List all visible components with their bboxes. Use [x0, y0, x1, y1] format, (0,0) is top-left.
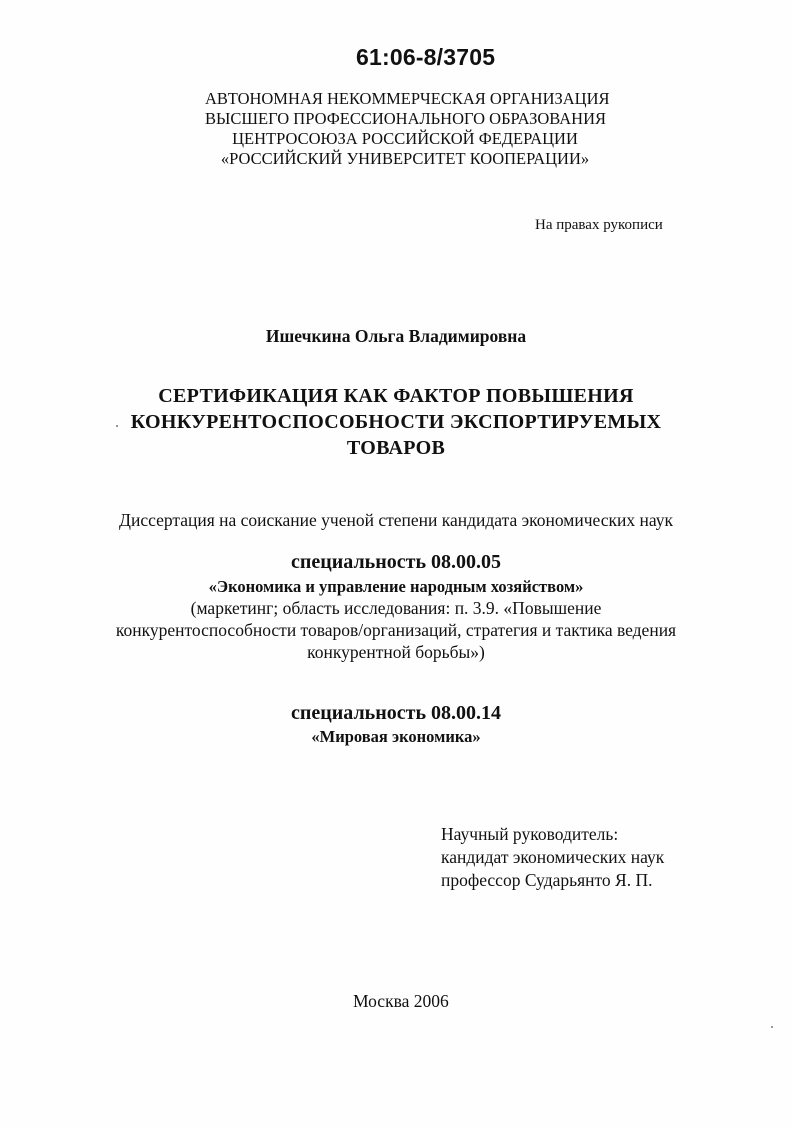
- scan-speck: [116, 425, 118, 427]
- specialty-2-heading: специальность 08.00.14: [290, 702, 502, 724]
- specialty-1-note-line-3: конкурентной борьбы»): [307, 642, 485, 662]
- document-code: 61:06-8/3705: [356, 44, 496, 70]
- title-line-1: СЕРТИФИКАЦИЯ КАК ФАКТОР ПОВЫШЕНИЯ: [158, 385, 634, 407]
- author-name: Ишечкина Ольга Владимировна: [265, 326, 527, 346]
- advisor-line-3: профессор Сударьянто Я. П.: [441, 870, 653, 890]
- specialty-2-name: «Мировая экономика»: [311, 727, 481, 746]
- specialty-1-name: «Экономика и управление народным хозяйством»: [208, 577, 584, 596]
- advisor-line-2: кандидат экономических наук: [441, 847, 665, 867]
- specialty-1-heading: специальность 08.00.05: [290, 551, 502, 573]
- specialty-1-note-line-1: (маркетинг; область исследования: п. 3.9. «Повышение: [190, 598, 602, 618]
- manuscript-rights-note: На правах рукописи: [535, 217, 663, 233]
- specialty-1-note-line-2: конкурентоспособности товаров/организаций, стратегия и тактика ведения: [115, 620, 677, 640]
- title-line-2: КОНКУРЕНТОСПОСОБНОСТИ ЭКСПОРТИРУЕМЫХ: [130, 411, 662, 433]
- scan-speck: [771, 1026, 773, 1028]
- advisor-line-1: Научный руководитель:: [441, 824, 619, 844]
- organization-line-4: «РОССИЙСКИЙ УНИВЕРСИТЕТ КООПЕРАЦИИ»: [220, 149, 590, 168]
- city-and-year: Москва 2006: [353, 991, 449, 1011]
- dissertation-statement: Диссертация на соискание ученой степени кандидата экономических наук: [119, 510, 673, 530]
- organization-line-2: ВЫСШЕГО ПРОФЕССИОНАЛЬНОГО ОБРАЗОВАНИЯ: [205, 109, 607, 128]
- organization-line-1: АВТОНОМНАЯ НЕКОММЕРЧЕСКАЯ ОРГАНИЗАЦИЯ: [205, 89, 610, 108]
- organization-line-3: ЦЕНТРОСОЮЗА РОССИЙСКОЙ ФЕДЕРАЦИИ: [232, 129, 578, 148]
- title-line-3: ТОВАРОВ: [346, 437, 446, 459]
